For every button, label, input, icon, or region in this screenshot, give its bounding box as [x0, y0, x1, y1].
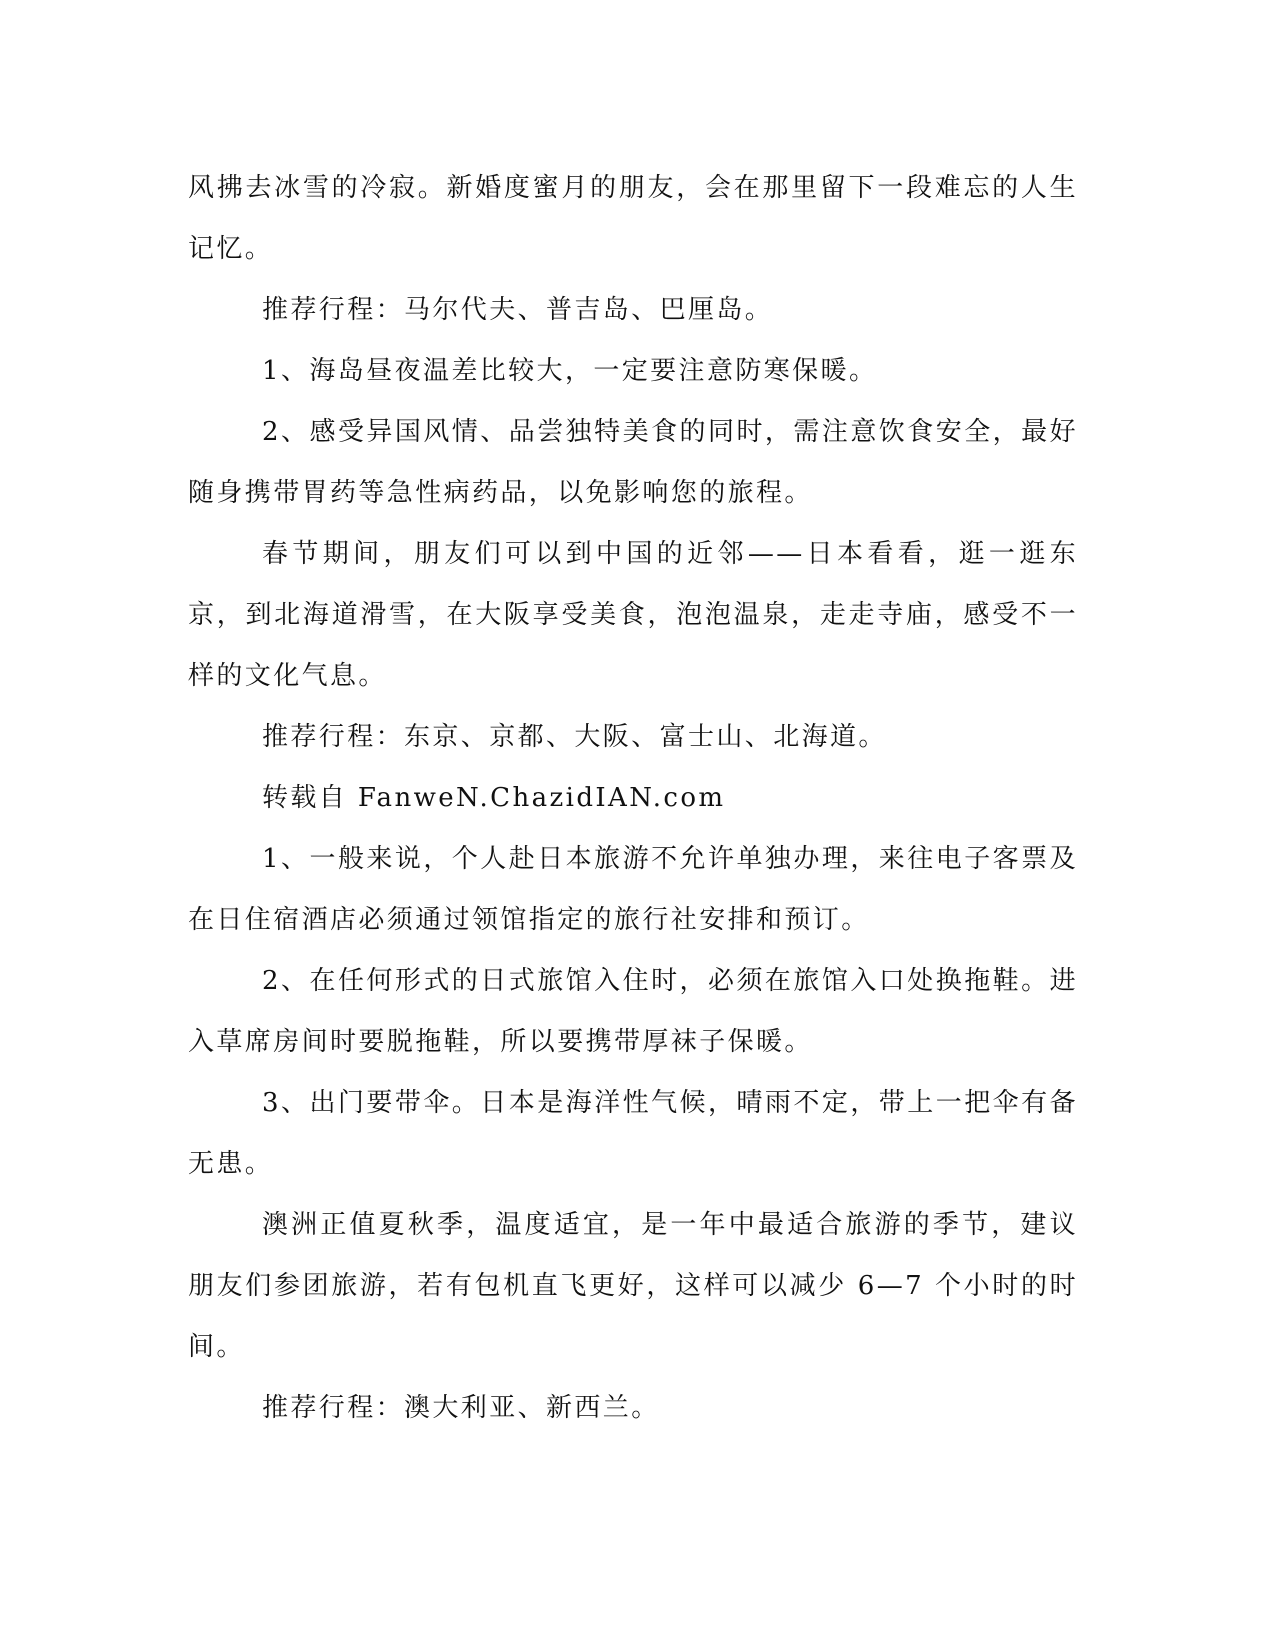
- paragraph-11: 澳洲正值夏秋季，温度适宜，是一年中最适合旅游的季节，建议朋友们参团旅游，若有包机直飞更好，这样可以减少 6—7 个小时的时间。: [188, 1210, 1078, 1362]
- paragraph-4: 2、感受异国风情、品尝独特美食的同时，需注意饮食安全，最好随身携带胃药等急性病药品，以免影响您的旅程。: [188, 417, 1078, 508]
- paragraph-8: 1、一般来说，个人赴日本旅游不允许单独办理，来往电子客票及在日住宿酒店必须通过领馆指定的旅行社安排和预订。: [188, 844, 1078, 935]
- paragraph-5: 春节期间，朋友们可以到中国的近邻——日本看看，逛一逛东京，到北海道滑雪，在大阪享受美食，泡泡温泉，走走寺庙，感受不一样的文化气息。: [188, 539, 1078, 691]
- paragraph-1: 风拂去冰雪的冷寂。新婚度蜜月的朋友，会在那里留下一段难忘的人生记忆。: [188, 173, 1078, 264]
- paragraph-9: 2、在任何形式的日式旅馆入住时，必须在旅馆入口处换拖鞋。进入草席房间时要脱拖鞋，所以要携带厚袜子保暖。: [188, 966, 1078, 1057]
- paragraph-12: 推荐行程：澳大利亚、新西兰。: [262, 1393, 660, 1423]
- paragraph-7: 转载自 FanweN.ChazidIAN.com: [262, 783, 726, 813]
- paragraph-2: 推荐行程：马尔代夫、普吉岛、巴厘岛。: [262, 295, 774, 325]
- paragraph-6: 推荐行程：东京、京都、大阪、富士山、北海道。: [262, 722, 887, 752]
- paragraph-3: 1、海岛昼夜温差比较大，一定要注意防寒保暖。: [262, 356, 878, 386]
- document-body: [188, 158, 1078, 1439]
- paragraph-10: 3、出门要带伞。日本是海洋性气候，晴雨不定，带上一把伞有备无患。: [188, 1088, 1078, 1179]
